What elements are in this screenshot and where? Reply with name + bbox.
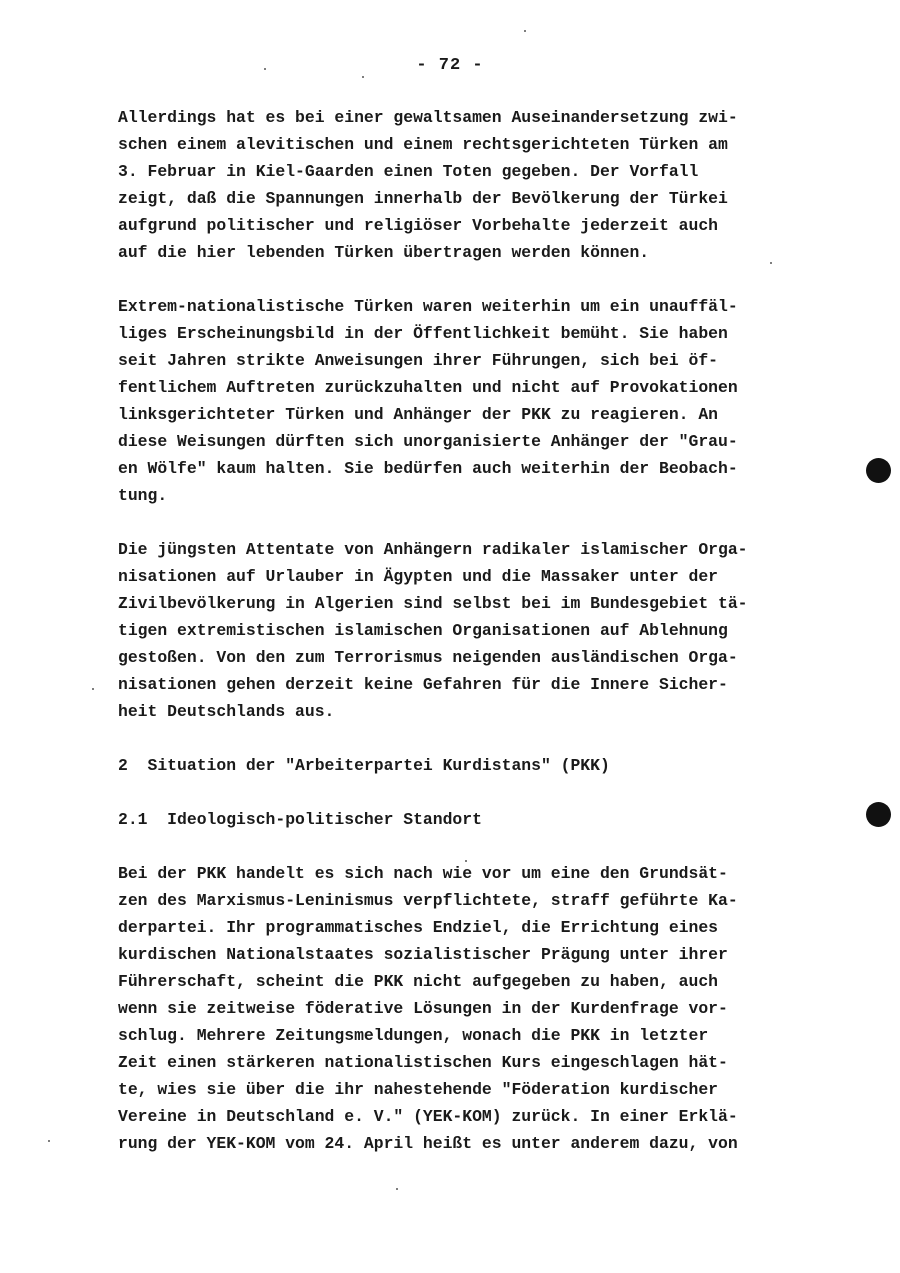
subsection-heading: 2.1 Ideologisch-politischer Standort bbox=[118, 810, 482, 829]
text-line: heit Deutschlands aus. bbox=[118, 702, 335, 721]
text-line: zen des Marxismus-Leninismus verpflichtete, straff geführte Ka- bbox=[118, 891, 738, 910]
text-line: Zivilbevölkerung in Algerien sind selbst bei im Bundesgebiet tä- bbox=[118, 594, 748, 613]
text-line: liges Erscheinungsbild in der Öffentlichkeit bemüht. Sie haben bbox=[118, 324, 728, 343]
text-line: aufgrund politischer und religiöser Vorbehalte jederzeit auch bbox=[118, 216, 718, 235]
text-line: Extrem-nationalistische Türken waren weiterhin um ein unauffäl- bbox=[118, 297, 738, 316]
text-line: diese Weisungen dürften sich unorganisierte Anhänger der "Grau- bbox=[118, 432, 738, 451]
document-body bbox=[118, 104, 838, 1157]
text-line: Führerschaft, scheint die PKK nicht aufgegeben zu haben, auch bbox=[118, 972, 718, 991]
text-line: kurdischen Nationalstaates sozialistischer Prägung unter ihrer bbox=[118, 945, 728, 964]
scan-speck bbox=[524, 30, 526, 32]
scan-speck bbox=[465, 860, 467, 862]
paragraph-2 bbox=[118, 293, 838, 509]
text-line: tigen extremistischen islamischen Organisationen auf Ablehnung bbox=[118, 621, 728, 640]
paragraph-1 bbox=[118, 104, 838, 266]
text-line: schen einem alevitischen und einem rechtsgerichteten Türken am bbox=[118, 135, 728, 154]
scan-speck bbox=[770, 262, 772, 264]
text-line: schlug. Mehrere Zeitungsmeldungen, wonach die PKK in letzter bbox=[118, 1026, 709, 1045]
text-line: nisationen gehen derzeit keine Gefahren für die Innere Sicher- bbox=[118, 675, 728, 694]
text-line: wenn sie zeitweise föderative Lösungen in der Kurdenfrage vor- bbox=[118, 999, 728, 1018]
text-line: tung. bbox=[118, 486, 168, 505]
text-line: Bei der PKK handelt es sich nach wie vor um eine den Grundsät- bbox=[118, 864, 728, 883]
text-line: en Wölfe" kaum halten. Sie bedürfen auch weiterhin der Beobach- bbox=[118, 459, 738, 478]
section-heading: 2 Situation der "Arbeiterpartei Kurdistans" (PKK) bbox=[118, 756, 610, 775]
scan-speck bbox=[362, 76, 364, 78]
text-line: zeigt, daß die Spannungen innerhalb der Bevölkerung der Türkei bbox=[118, 189, 728, 208]
text-line: seit Jahren strikte Anweisungen ihrer Führungen, sich bei öf- bbox=[118, 351, 718, 370]
text-line: te, wies sie über die ihr nahestehende "Föderation kurdischer bbox=[118, 1080, 718, 1099]
text-line: Zeit einen stärkeren nationalistischen Kurs eingeschlagen hät- bbox=[118, 1053, 728, 1072]
paragraph-4 bbox=[118, 860, 838, 1157]
text-line: rung der YEK-KOM vom 24. April heißt es unter anderem dazu, von bbox=[118, 1134, 738, 1153]
text-line: derpartei. Ihr programmatisches Endziel, die Errichtung eines bbox=[118, 918, 718, 937]
text-line: Vereine in Deutschland e. V." (YEK-KOM) zurück. In einer Erklä- bbox=[118, 1107, 738, 1126]
text-line: linksgerichteter Türken und Anhänger der PKK zu reagieren. An bbox=[118, 405, 718, 424]
scan-speck bbox=[92, 688, 94, 690]
scan-speck bbox=[396, 1188, 398, 1190]
text-line: gestoßen. Von den zum Terrorismus neigenden ausländischen Orga- bbox=[118, 648, 738, 667]
text-line: Die jüngsten Attentate von Anhängern radikaler islamischer Orga- bbox=[118, 540, 748, 559]
text-line: auf die hier lebenden Türken übertragen werden können. bbox=[118, 243, 650, 262]
paragraph-3 bbox=[118, 536, 838, 725]
punch-hole bbox=[866, 802, 891, 827]
text-line: 3. Februar in Kiel-Gaarden einen Toten gegeben. Der Vorfall bbox=[118, 162, 699, 181]
text-line: nisationen auf Urlauber in Ägypten und die Massaker unter der bbox=[118, 567, 718, 586]
scan-speck bbox=[48, 1140, 50, 1142]
punch-hole bbox=[866, 458, 891, 483]
page-number: - 72 - bbox=[416, 56, 484, 75]
text-line: fentlichem Auftreten zurückzuhalten und nicht auf Provokationen bbox=[118, 378, 738, 397]
scan-speck bbox=[264, 68, 266, 70]
text-line: Allerdings hat es bei einer gewaltsamen Auseinandersetzung zwi- bbox=[118, 108, 738, 127]
